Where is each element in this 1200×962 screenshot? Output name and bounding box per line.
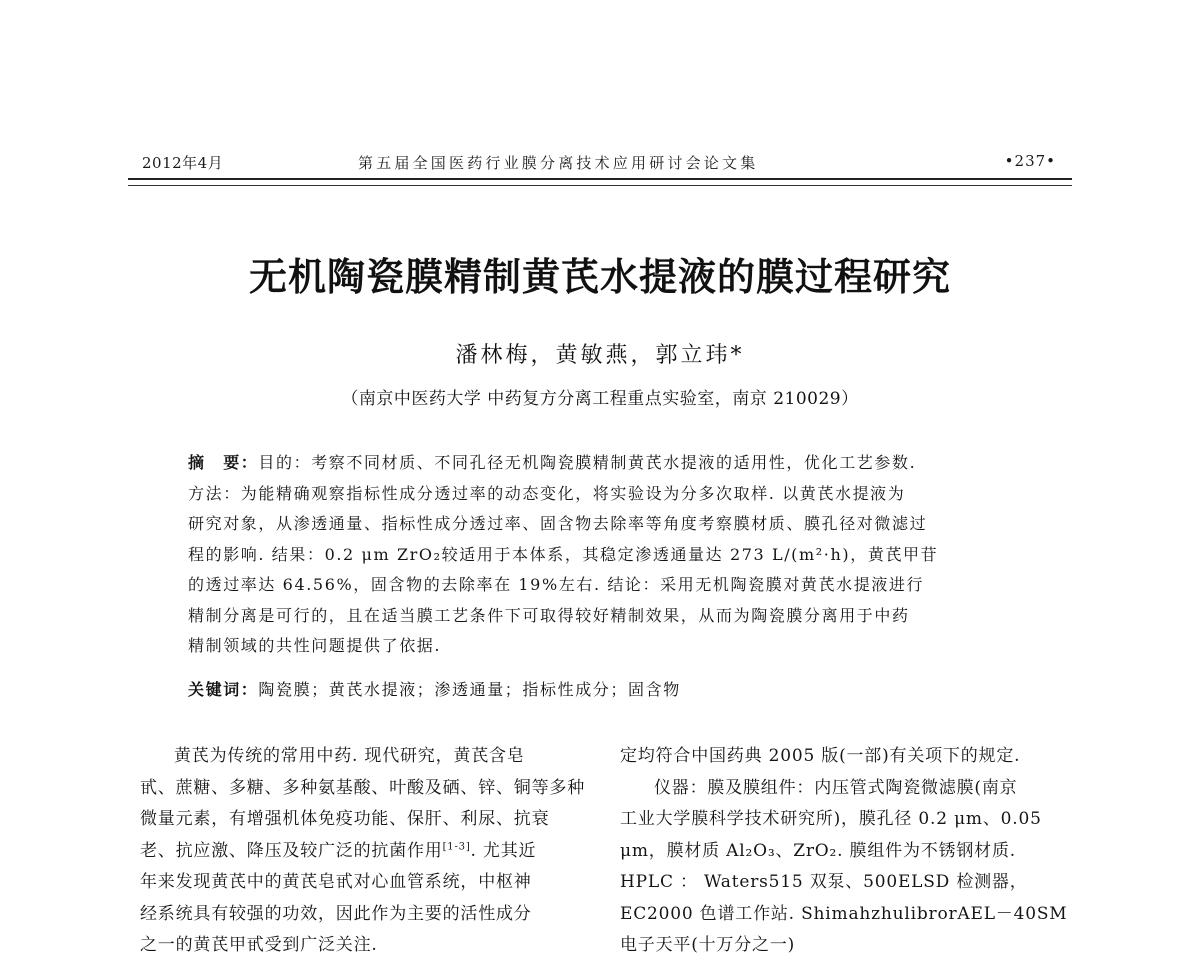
body-line: EC2000 色谱工作站. ShimahzhulibrorAEL－40SM [620, 903, 1068, 924]
abstract-line: 精制分离是可行的，且在适当膜工艺条件下可取得较好精制效果，从而为陶瓷膜分离用于中药 [188, 605, 910, 625]
body-line [140, 836, 600, 868]
abstract-line: 方法：为能精确观察指标性成分透过率的动态变化，将实验设为分多次取样. 以黄芪水提液为 [188, 483, 906, 503]
page-number: •237• [1004, 152, 1056, 170]
issue-date: 2012年4月 [142, 154, 224, 172]
abstract-line [188, 448, 1048, 479]
author-list: 潘林梅，黄敏燕，郭立玮* [455, 343, 745, 368]
abstract-line: 程的影响. 结果：0.2 μm ZrO₂较适用于本体系，其稳定渗透通量达 273 L/(m²·h)，黄芪甲苷 [188, 544, 939, 564]
body-line: 定均符合中国药典 2005 版(一部)有关项下的规定. [620, 746, 1021, 766]
abstract-line: 精制领域的共性问题提供了依据. [188, 636, 442, 655]
running-head [140, 150, 1060, 174]
abstract-line: 的透过率达 64.56%，固含物的去除率在 19%左右. 结论：采用无机陶瓷膜对黄芪水提液进行 [188, 575, 925, 594]
author-affiliation: （南京中医药大学 中药复方分离工程重点实验室，南京 210029） [341, 389, 859, 409]
body-column-right [620, 741, 1080, 962]
body-line: 年来发现黄芪中的黄芪皂甙对心血管系统，中枢神 [140, 872, 532, 892]
header-rule [128, 178, 1072, 186]
citation: [1-3] [442, 840, 471, 852]
abstract-label: 摘 要： [188, 453, 259, 472]
abstract-line: 研究对象，从渗透通量、指标性成分透过率、固含物去除率等角度考察膜材质、膜孔径对微滤过 [188, 514, 928, 533]
body-line: 微量元素，有增强机体免疫功能、保肝、利尿、抗衰 [140, 809, 550, 829]
body-line: HPLC ： Waters515 双泵、500ELSD 检测器， [620, 872, 1028, 892]
body-line: 仪器：膜及膜组件：内压管式陶瓷微滤膜(南京 [654, 777, 1018, 798]
body-text: 老、抗应激、降压及较广泛的抗菌作用 [140, 840, 443, 861]
paper-title: 无机陶瓷膜精制黄芪水提液的膜过程研究 [248, 255, 951, 299]
keywords-label: 关键词： [188, 680, 259, 699]
abstract [188, 448, 1048, 662]
body-line: 甙、蔗糖、多糖、多种氨基酸、叶酸及硒、锌、铜等多种 [140, 777, 585, 798]
keywords-text: 陶瓷膜；黄芪水提液；渗透通量；指标性成分；固含物 [258, 680, 681, 699]
body-line: 电子天平(十万分之一) [620, 935, 796, 955]
body-column-left [140, 741, 600, 962]
body-line: μm，膜材质 Al₂O₃、ZrO₂. 膜组件为不锈钢材质. [620, 840, 1016, 861]
body-line: 之一的黄芪甲甙受到广泛关注. [140, 935, 378, 955]
keywords [188, 677, 1048, 700]
abstract-text: 目的：考察不同材质、不同孔径无机陶瓷膜精制黄芪水提液的适用性，优化工艺参数. [258, 453, 917, 472]
body-line: 工业大学膜科学技术研究所)，膜孔径 0.2 μm、0.05 [620, 809, 1042, 829]
body-line: 黄芪为传统的常用中药. 现代研究，黄芪含皂 [174, 746, 525, 766]
journal-title: 第五届全国医药行业膜分离技术应用研讨会论文集 [358, 154, 759, 172]
body-line: 经系统具有较强的功效，因此作为主要的活性成分 [140, 903, 532, 924]
body-text: . 尤其近 [470, 840, 537, 861]
